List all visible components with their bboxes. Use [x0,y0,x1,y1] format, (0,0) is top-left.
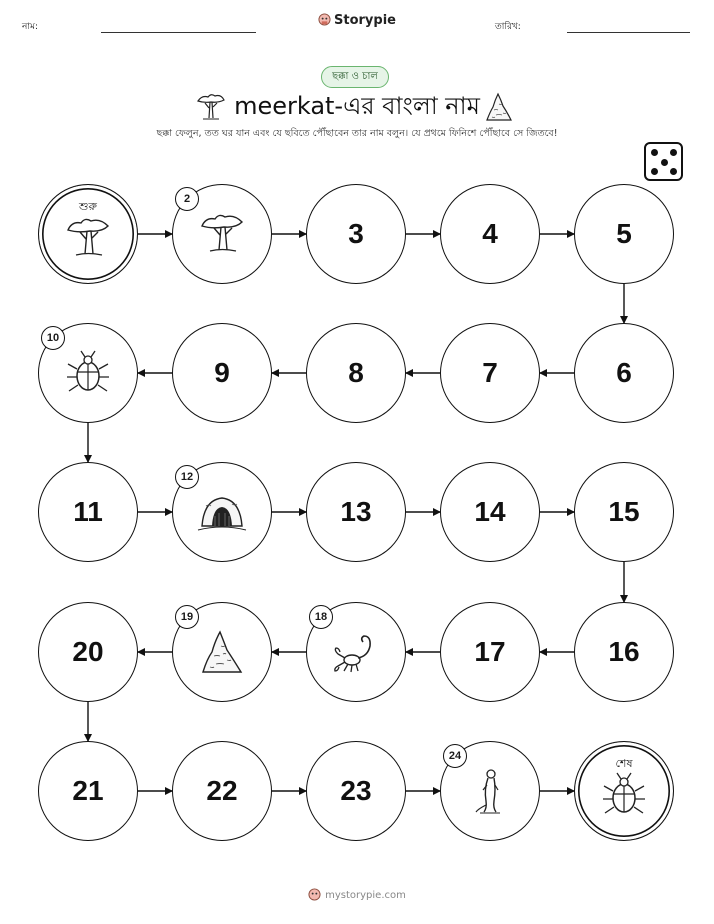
cell-number: 13 [340,496,372,527]
cell-number: 23 [340,775,372,806]
cell-number: 14 [474,496,506,527]
cell-number-badge: 24 [443,744,467,768]
page-title: meerkat-এর বাংলা নাম [234,92,480,120]
cell-number-badge: 12 [175,465,199,489]
cell-number-badge: 10 [41,326,65,350]
board-cell-10[interactable] [38,323,138,423]
cell-number: 15 [608,496,640,527]
board-cell-21[interactable] [38,741,138,841]
board-cell-9[interactable] [172,323,272,423]
cell-number-badge: 19 [175,605,199,629]
board-cell-6[interactable] [574,323,674,423]
acacia-tree-icon [196,208,248,260]
board-cell-24[interactable] [440,741,540,841]
board-cell-4[interactable] [440,184,540,284]
cell-number: 8 [348,357,364,388]
board-cell-13[interactable] [306,462,406,562]
termite-mound-icon [196,626,248,678]
cell-number: 3 [348,218,364,249]
acacia-tree-icon [62,212,114,264]
game-type-badge: ছক্কা ও চাল [321,66,389,88]
board-cell-8[interactable] [306,323,406,423]
footer [0,888,714,901]
board-cell-7[interactable] [440,323,540,423]
board-cell-11[interactable] [38,462,138,562]
cell-number: 5 [616,218,632,249]
finish-label: শেষ [615,757,633,770]
brand-name: Storypie [334,13,396,28]
meerkat-icon [464,765,516,817]
footer-url[interactable]: mystorypie.com [325,890,406,901]
board-cell-1[interactable] [38,184,138,284]
cell-number: 22 [206,775,238,806]
cell-number: 20 [72,636,104,667]
date-label: তারিখ: [495,22,521,32]
board-cell-2[interactable] [172,184,272,284]
board-cell-22[interactable] [172,741,272,841]
board-cell-19[interactable] [172,602,272,702]
burrow-icon [196,486,248,538]
board-cell-20[interactable] [38,602,138,702]
beetle-icon [62,347,114,399]
cell-number: 6 [616,357,632,388]
cell-number: 16 [608,636,640,667]
board-cell-17[interactable] [440,602,540,702]
cell-number: 7 [482,357,498,388]
board-cell-25[interactable] [574,741,674,841]
cell-number: 4 [482,218,498,249]
storypie-logo-icon [308,888,321,901]
cell-number: 11 [73,496,103,527]
board-cell-14[interactable] [440,462,540,562]
start-label: শুরু [79,200,97,213]
board-cell-5[interactable] [574,184,674,284]
board-cell-23[interactable] [306,741,406,841]
cell-number-badge: 2 [175,187,199,211]
cell-number: 21 [72,775,104,806]
board-cell-16[interactable] [574,602,674,702]
scorpion-icon [330,626,382,678]
board-cell-12[interactable] [172,462,272,562]
beetle-icon [598,769,650,821]
cell-number: 9 [214,357,230,388]
board-cell-15[interactable] [574,462,674,562]
board-cell-3[interactable] [306,184,406,284]
cell-number: 17 [474,636,506,667]
instructions: ছক্কা ফেলুন, তত ঘর যান এবং যে ছবিতে পৌঁছাবেন তার নাম বলুন। যে প্রথমে ফিনিশে পৌঁছাবে সে জিতবে! [156,128,558,139]
name-label: নাম: [22,22,39,32]
board-cell-18[interactable] [306,602,406,702]
cell-number-badge: 18 [309,605,333,629]
